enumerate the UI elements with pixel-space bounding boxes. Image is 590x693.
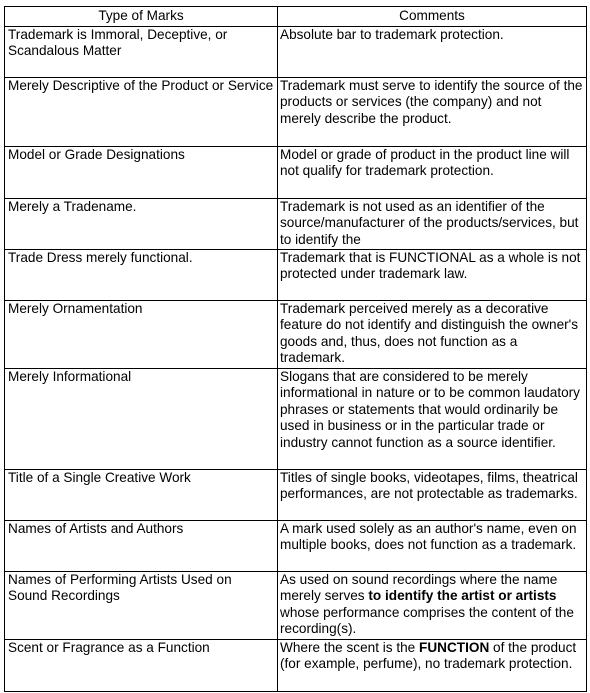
mark-type-cell: Model or Grade Designations	[5, 146, 278, 198]
comment-text: whose performance comprises the content of the recording(s).	[280, 604, 574, 637]
table-row	[5, 520, 587, 571]
comment-cell: Trademark is not used as an identifier of the source/manufacturer of the products/services, but to identify the	[278, 198, 587, 249]
comment-cell	[278, 639, 587, 691]
table-row	[5, 368, 587, 469]
table-row	[5, 26, 587, 77]
table-row	[5, 146, 587, 198]
mark-type-cell: Names of Artists and Authors	[5, 520, 278, 571]
header-row	[5, 7, 587, 27]
comment-bold-text: to identify the artist or artists	[368, 588, 557, 604]
comment-cell: A mark used solely as an author's name, even on multiple books, does not function as a trademark.	[278, 520, 587, 571]
table-row	[5, 249, 587, 300]
comment-bold-text: FUNCTION	[419, 639, 490, 655]
comment-cell: Trademark that is FUNCTIONAL as a whole is not protected under trademark law.	[278, 249, 587, 300]
comment-cell: Absolute bar to trademark protection.	[278, 26, 587, 77]
comment-cell: Trademark perceived merely as a decorative feature do not identify and distinguish the owner's goods and, thus, does not function as a trademark.	[278, 300, 587, 368]
table-row	[5, 300, 587, 368]
table-row	[5, 469, 587, 520]
mark-type-cell: Trademark is Immoral, Deceptive, or Scandalous Matter	[5, 26, 278, 77]
table-row	[5, 77, 587, 146]
comment-text: Where the scent is the	[280, 639, 420, 655]
mark-type-cell: Names of Performing Artists Used on Sound Recordings	[5, 571, 278, 639]
trademark-marks-table	[4, 6, 587, 692]
comment-text: of the product (for example, perfume), no trademark protection.	[280, 639, 577, 672]
mark-type-cell: Merely a Tradename.	[5, 198, 278, 249]
table-row	[5, 198, 587, 249]
mark-type-cell: Title of a Single Creative Work	[5, 469, 278, 520]
header-type-of-marks: Type of Marks	[5, 7, 278, 27]
mark-type-cell: Merely Ornamentation	[5, 300, 278, 368]
comment-cell: Model or grade of product in the product line will not qualify for trademark protection.	[278, 146, 587, 198]
table-row	[5, 571, 587, 639]
comment-cell: Titles of single books, videotapes, films, theatrical performances, are not protectable as trademarks.	[278, 469, 587, 520]
mark-type-cell: Trade Dress merely functional.	[5, 249, 278, 300]
header-comments: Comments	[278, 7, 587, 27]
mark-type-cell: Merely Informational	[5, 368, 278, 469]
comment-cell: Trademark must serve to identify the source of the products or services (the company) and not merely describe the product.	[278, 77, 587, 146]
comment-cell	[278, 571, 587, 639]
comment-cell: Slogans that are considered to be merely informational in nature or to be common laudatory phrases or statements that would ordinarily be used in business or in the particular trade or industry cannot function as a source identifier.	[278, 368, 587, 469]
table-row	[5, 639, 587, 691]
comment-text: As used on sound recordings where the name merely serves	[280, 571, 558, 604]
mark-type-cell: Merely Descriptive of the Product or Service	[5, 77, 278, 146]
mark-type-cell: Scent or Fragrance as a Function	[5, 639, 278, 691]
